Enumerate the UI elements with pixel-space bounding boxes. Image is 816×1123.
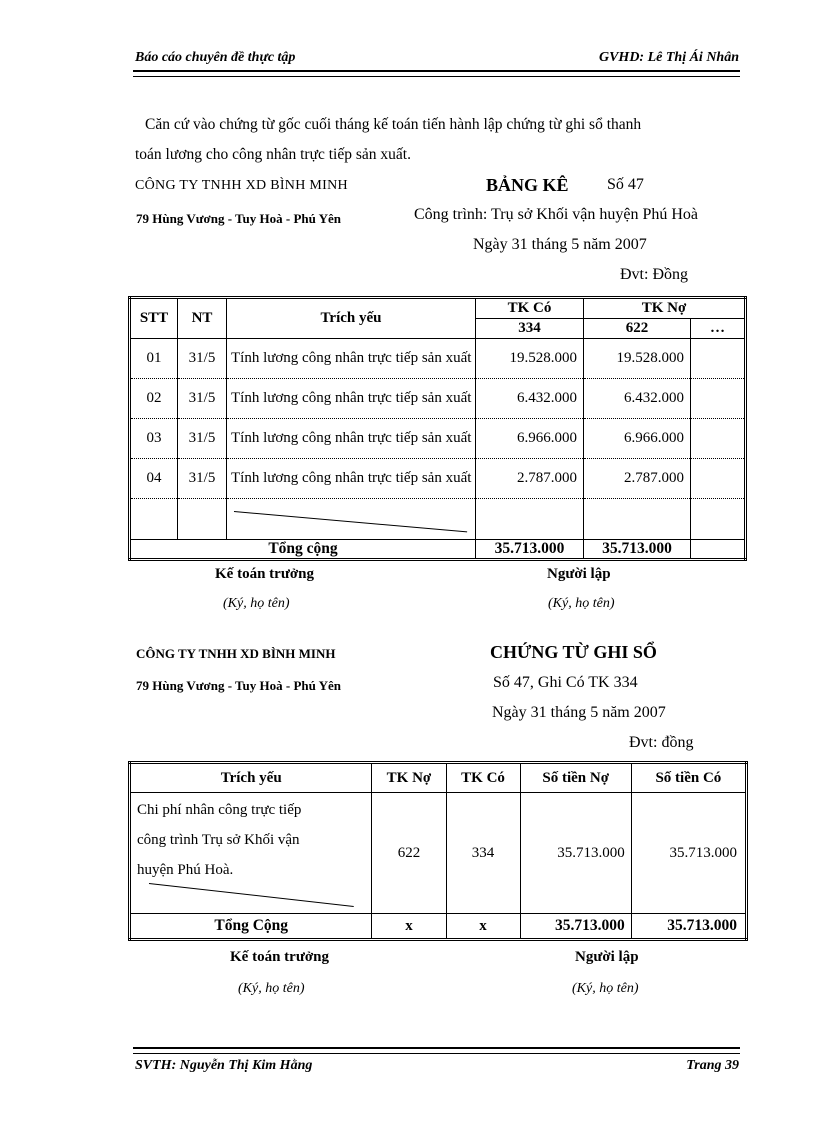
- sign-left-note-2: (Ký, họ tên): [238, 981, 305, 996]
- total-label: Tổng cộng: [130, 540, 476, 560]
- chung-tu-table: [128, 761, 748, 941]
- sub-more-header: …: [691, 319, 746, 339]
- header-left: Báo cáo chuyên đề thực tập: [135, 50, 296, 65]
- row-more: [691, 339, 746, 379]
- col-tkco-header-2: TK Có: [446, 763, 520, 793]
- table-row: [130, 459, 746, 499]
- col-tkno-header-2: TK Nợ: [372, 763, 446, 793]
- chung-tu-date: Ngày 31 tháng 5 năm 2007: [492, 704, 666, 721]
- table-row: [130, 339, 746, 379]
- chung-tu-title: CHỨNG TỪ GHI SỔ: [490, 642, 657, 662]
- total-row: [130, 540, 746, 560]
- entry-desc-line1: Chi phí nhân công trực tiếp: [137, 802, 302, 818]
- entry-desc-line3: huyện Phú Hoà.: [137, 862, 234, 878]
- footer-right: Trang 39: [686, 1058, 739, 1073]
- row-no: 6.966.000: [584, 419, 691, 459]
- sign-left-2: Kế toán trưởng: [230, 949, 329, 965]
- entry-sono: 35.713.000: [520, 793, 631, 914]
- col-stt-header: STT: [130, 298, 178, 339]
- table-row: [130, 419, 746, 459]
- total-tkco-2: x: [446, 914, 520, 940]
- col-sono-header: Số tiền Nợ: [520, 763, 631, 793]
- row-no: 19.528.000: [584, 339, 691, 379]
- row-nt: 31/5: [178, 459, 227, 499]
- row-no: 2.787.000: [584, 459, 691, 499]
- row-desc: Tính lương công nhân trực tiếp sản xuất: [227, 379, 476, 419]
- entry-desc-line2: công trình Trụ sở Khối vận: [137, 832, 300, 848]
- entry-tkno: 622: [372, 793, 446, 914]
- total-sono-2: 35.713.000: [520, 914, 631, 940]
- row-stt: 02: [130, 379, 178, 419]
- table-row: [130, 793, 747, 914]
- company-name-2: CÔNG TY TNHH XD BÌNH MINH: [136, 646, 336, 661]
- bang-ke-table: [128, 296, 747, 561]
- row-nt: 31/5: [178, 419, 227, 459]
- total-co: 35.713.000: [476, 540, 584, 560]
- footer-rule: [133, 1047, 740, 1054]
- sub-334-header: 334: [476, 319, 584, 339]
- row-co: 19.528.000: [476, 339, 584, 379]
- bang-ke-number: Số 47: [607, 176, 644, 193]
- total-row-2: [130, 914, 747, 940]
- company-address-1: 79 Hùng Vương - Tuy Hoà - Phú Yên: [136, 211, 342, 226]
- sign-right-note-2: (Ký, họ tên): [572, 981, 639, 996]
- row-desc: Tính lương công nhân trực tiếp sản xuất: [227, 419, 476, 459]
- row-more: [691, 379, 746, 419]
- sign-left-1: Kế toán trưởng: [215, 566, 314, 582]
- sign-right-2: Người lập: [575, 949, 639, 965]
- row-no: 6.432.000: [584, 379, 691, 419]
- company-name-1: CÔNG TY TNHH XD BÌNH MINH: [135, 178, 348, 193]
- row-stt: 03: [130, 419, 178, 459]
- row-more: [691, 459, 746, 499]
- bang-ke-title: BẢNG KÊ: [486, 175, 569, 195]
- row-stt: 04: [130, 459, 178, 499]
- col-desc-header-2: Trích yếu: [130, 763, 372, 793]
- unit-label-2: Đvt: đồng: [629, 734, 694, 751]
- sign-left-note-1: (Ký, họ tên): [223, 596, 290, 611]
- project-name: Công trình: Trụ sở Khối vận huyện Phú Hoà: [414, 206, 699, 223]
- intro-line1: Căn cứ vào chứng từ gốc cuối tháng kế toán tiến hành lập chứng từ ghi sổ thanh: [145, 116, 642, 133]
- unit-label-1: Đvt: Đồng: [620, 266, 688, 283]
- sign-right-1: Người lập: [547, 566, 611, 582]
- total-soco-2: 35.713.000: [631, 914, 746, 940]
- total-no: 35.713.000: [584, 540, 691, 560]
- total-label-2: Tổng Cộng: [130, 914, 372, 940]
- col-tkco-header: TK Có: [476, 298, 584, 319]
- total-tkno-2: x: [372, 914, 446, 940]
- col-nt-header: NT: [178, 298, 227, 339]
- row-stt: 01: [130, 339, 178, 379]
- header-rule: [133, 70, 740, 77]
- bang-ke-date: Ngày 31 tháng 5 năm 2007: [473, 236, 647, 253]
- chung-tu-number: Số 47, Ghi Có TK 334: [493, 674, 638, 691]
- row-more: [691, 419, 746, 459]
- entry-tkco: 334: [446, 793, 520, 914]
- row-desc: Tính lương công nhân trực tiếp sản xuất: [227, 339, 476, 379]
- sub-622-header: 622: [584, 319, 691, 339]
- row-co: 2.787.000: [476, 459, 584, 499]
- col-tkno-header: TK Nợ: [584, 298, 746, 319]
- empty-row: [130, 499, 746, 540]
- footer-left: SVTH: Nguyễn Thị Kim Hằng: [135, 1058, 313, 1073]
- intro-line2: toán lương cho công nhân trực tiếp sản xuất.: [135, 146, 411, 163]
- col-soco-header: Số tiền Có: [631, 763, 746, 793]
- entry-soco: 35.713.000: [631, 793, 746, 914]
- row-co: 6.966.000: [476, 419, 584, 459]
- row-co: 6.432.000: [476, 379, 584, 419]
- row-nt: 31/5: [178, 339, 227, 379]
- row-desc: Tính lương công nhân trực tiếp sản xuất: [227, 459, 476, 499]
- col-desc-header: Trích yếu: [227, 298, 476, 339]
- table-row: [130, 379, 746, 419]
- header-right: GVHD: Lê Thị Ái Nhân: [598, 50, 739, 65]
- sign-right-note-1: (Ký, họ tên): [548, 596, 615, 611]
- row-nt: 31/5: [178, 379, 227, 419]
- company-address-2: 79 Hùng Vương - Tuy Hoà - Phú Yên: [136, 678, 342, 693]
